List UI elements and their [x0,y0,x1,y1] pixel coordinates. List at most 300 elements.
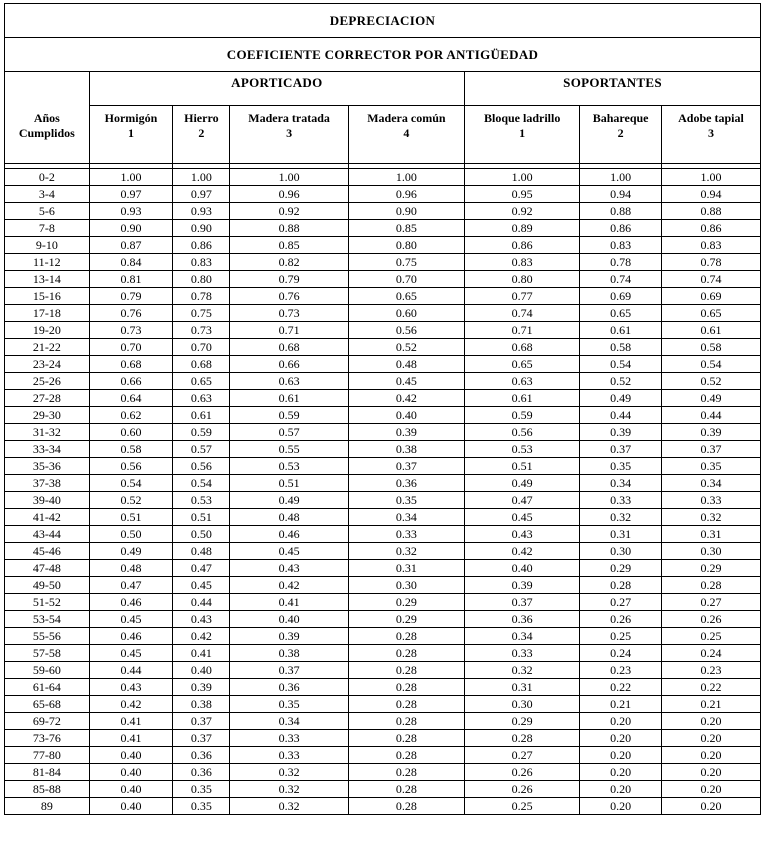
coefficient-cell: 0.78 [661,254,760,271]
table-row [5,441,761,458]
coefficient-cell: 0.54 [89,475,173,492]
coefficient-cell: 0.29 [465,713,580,730]
coefficient-cell: 0.76 [230,288,348,305]
coefficient-cell: 0.51 [89,509,173,526]
coefficient-cell: 0.38 [230,645,348,662]
coefficient-cell: 0.25 [465,798,580,815]
column-header-name: Bahareque [592,111,649,125]
column-header-name: Adobe tapial [678,111,744,125]
coefficient-cell: 0.20 [580,747,662,764]
column-header-sub: Cumplidos [18,125,75,140]
coefficient-cell: 0.20 [661,798,760,815]
table-row [5,492,761,509]
years-cell: 17-18 [5,305,90,322]
coefficient-cell: 0.86 [661,220,760,237]
coefficient-cell: 0.40 [89,781,173,798]
years-cell: 7-8 [5,220,90,237]
coefficient-cell: 0.40 [230,611,348,628]
coefficient-cell: 0.45 [173,577,230,594]
coefficient-cell: 0.90 [89,220,173,237]
coefficient-cell: 0.31 [661,526,760,543]
column-header-sub: 3 [286,126,293,140]
table-row [5,526,761,543]
coefficient-cell: 0.78 [173,288,230,305]
coefficient-cell: 0.52 [89,492,173,509]
coefficient-cell: 0.45 [230,543,348,560]
group-header-blank [5,72,90,106]
coefficient-cell: 0.28 [348,713,464,730]
coefficient-cell: 0.40 [348,407,464,424]
coefficient-cell: 0.81 [89,271,173,288]
coefficient-cell: 0.26 [465,764,580,781]
coefficient-cell: 0.43 [89,679,173,696]
coefficient-cell: 0.29 [348,594,464,611]
years-cell: 21-22 [5,339,90,356]
coefficient-cell: 0.51 [173,509,230,526]
coefficient-cell: 0.65 [173,373,230,390]
coefficient-cell: 1.00 [173,169,230,186]
coefficient-cell: 0.35 [348,492,464,509]
column-header-5 [465,106,580,164]
coefficient-cell: 0.20 [661,781,760,798]
table-row [5,747,761,764]
coefficient-cell: 0.44 [173,594,230,611]
years-cell: 29-30 [5,407,90,424]
table-row [5,254,761,271]
coefficient-cell: 0.20 [580,781,662,798]
coefficient-cell: 0.42 [230,577,348,594]
coefficient-cell: 0.39 [230,628,348,645]
coefficient-cell: 0.35 [661,458,760,475]
coefficient-cell: 0.28 [580,577,662,594]
table-row [5,237,761,254]
table-row [5,696,761,713]
coefficient-cell: 0.24 [661,645,760,662]
table-row [5,322,761,339]
coefficient-cell: 0.48 [89,560,173,577]
column-header-sub: 3 [707,126,714,140]
coefficient-cell: 0.28 [348,696,464,713]
years-cell: 85-88 [5,781,90,798]
years-cell: 51-52 [5,594,90,611]
column-header-sub: 2 [617,126,624,140]
coefficient-cell: 0.73 [173,322,230,339]
table-row [5,475,761,492]
coefficient-cell: 0.63 [173,390,230,407]
years-cell: 45-46 [5,543,90,560]
coefficient-cell: 0.90 [173,220,230,237]
coefficient-cell: 0.92 [465,203,580,220]
coefficient-cell: 1.00 [230,169,348,186]
coefficient-cell: 0.57 [173,441,230,458]
coefficient-cell: 0.71 [230,322,348,339]
column-header-sub: 4 [403,126,410,140]
years-cell: 15-16 [5,288,90,305]
coefficient-cell: 0.68 [230,339,348,356]
years-cell: 81-84 [5,764,90,781]
coefficient-cell: 0.22 [661,679,760,696]
coefficient-cell: 0.33 [230,730,348,747]
table-row [5,798,761,815]
coefficient-cell: 0.32 [465,662,580,679]
years-cell: 89 [5,798,90,815]
table-title: DEPRECIACION [5,4,761,38]
table-body [5,169,761,815]
coefficient-cell: 0.31 [580,526,662,543]
coefficient-cell: 0.33 [230,747,348,764]
coefficient-cell: 0.28 [348,679,464,696]
coefficient-cell: 0.60 [348,305,464,322]
table-row [5,560,761,577]
coefficient-cell: 0.45 [89,611,173,628]
table-row [5,764,761,781]
table-row [5,594,761,611]
coefficient-cell: 0.77 [465,288,580,305]
coefficient-cell: 1.00 [89,169,173,186]
coefficient-cell: 0.97 [173,186,230,203]
coefficient-cell: 0.78 [580,254,662,271]
coefficient-cell: 0.61 [661,322,760,339]
coefficient-cell: 0.27 [580,594,662,611]
column-header-name: Hormigón [104,111,158,125]
table-row [5,543,761,560]
coefficient-cell: 0.28 [348,798,464,815]
years-cell: 47-48 [5,560,90,577]
coefficient-cell: 0.20 [580,798,662,815]
table-row [5,645,761,662]
coefficient-cell: 0.66 [230,356,348,373]
coefficient-cell: 0.39 [580,424,662,441]
coefficient-cell: 0.83 [173,254,230,271]
coefficient-cell: 0.54 [580,356,662,373]
column-header-sub: 1 [127,126,134,140]
coefficient-cell: 0.92 [230,203,348,220]
coefficient-cell: 0.27 [661,594,760,611]
coefficient-cell: 0.41 [89,730,173,747]
coefficient-cell: 0.75 [348,254,464,271]
coefficient-cell: 0.38 [173,696,230,713]
table-row [5,169,761,186]
coefficient-cell: 0.40 [465,560,580,577]
coefficient-cell: 0.20 [661,764,760,781]
coefficient-cell: 0.60 [89,424,173,441]
coefficient-cell: 0.41 [230,594,348,611]
coefficient-cell: 0.56 [348,322,464,339]
coefficient-cell: 0.29 [348,611,464,628]
coefficient-cell: 0.73 [89,322,173,339]
coefficient-cell: 0.53 [465,441,580,458]
years-cell: 37-38 [5,475,90,492]
years-cell: 57-58 [5,645,90,662]
coefficient-cell: 0.61 [465,390,580,407]
years-cell: 9-10 [5,237,90,254]
coefficient-cell: 0.49 [661,390,760,407]
coefficient-cell: 0.37 [348,458,464,475]
coefficient-cell: 0.63 [465,373,580,390]
table-row [5,424,761,441]
coefficient-cell: 0.71 [465,322,580,339]
coefficient-cell: 0.28 [348,781,464,798]
coefficient-cell: 0.65 [348,288,464,305]
coefficient-cell: 0.52 [661,373,760,390]
coefficient-cell: 0.54 [173,475,230,492]
coefficient-cell: 0.41 [173,645,230,662]
coefficient-cell: 0.34 [348,509,464,526]
coefficient-cell: 0.27 [465,747,580,764]
coefficient-cell: 0.90 [348,203,464,220]
coefficient-cell: 0.88 [230,220,348,237]
coefficient-cell: 0.21 [661,696,760,713]
coefficient-cell: 0.97 [89,186,173,203]
coefficient-cell: 0.58 [89,441,173,458]
coefficient-cell: 0.26 [465,781,580,798]
coefficient-cell: 0.48 [173,543,230,560]
coefficient-cell: 0.59 [230,407,348,424]
coefficient-cell: 0.35 [173,781,230,798]
coefficient-cell: 0.28 [661,577,760,594]
column-header-name: Madera común [367,111,446,125]
coefficient-cell: 0.88 [580,203,662,220]
coefficient-cell: 0.80 [173,271,230,288]
years-cell: 5-6 [5,203,90,220]
table-row [5,730,761,747]
coefficient-cell: 1.00 [465,169,580,186]
coefficient-cell: 0.39 [465,577,580,594]
years-cell: 53-54 [5,611,90,628]
coefficient-cell: 0.74 [465,305,580,322]
coefficient-cell: 0.51 [465,458,580,475]
coefficient-cell: 0.85 [348,220,464,237]
coefficient-cell: 0.37 [173,730,230,747]
coefficient-cell: 0.49 [230,492,348,509]
coefficient-cell: 0.44 [580,407,662,424]
coefficient-cell: 0.33 [580,492,662,509]
coefficient-cell: 0.31 [348,560,464,577]
coefficient-cell: 0.83 [661,237,760,254]
coefficient-cell: 0.68 [89,356,173,373]
coefficient-cell: 0.23 [661,662,760,679]
coefficient-cell: 0.47 [89,577,173,594]
table-row [5,203,761,220]
coefficient-cell: 0.20 [580,730,662,747]
coefficient-cell: 0.33 [465,645,580,662]
coefficient-cell: 0.20 [661,730,760,747]
coefficient-cell: 0.26 [580,611,662,628]
coefficient-cell: 1.00 [661,169,760,186]
coefficient-cell: 0.37 [661,441,760,458]
coefficient-cell: 0.28 [348,645,464,662]
coefficient-cell: 0.37 [173,713,230,730]
coefficient-cell: 0.93 [173,203,230,220]
coefficient-cell: 0.75 [173,305,230,322]
coefficient-cell: 0.65 [661,305,760,322]
coefficient-cell: 0.46 [230,526,348,543]
coefficient-cell: 0.30 [348,577,464,594]
coefficient-cell: 0.56 [173,458,230,475]
years-cell: 41-42 [5,509,90,526]
years-cell: 77-80 [5,747,90,764]
table-row [5,390,761,407]
years-cell: 13-14 [5,271,90,288]
coefficient-cell: 0.38 [348,441,464,458]
coefficient-cell: 0.65 [580,305,662,322]
table-row [5,458,761,475]
coefficient-cell: 0.35 [173,798,230,815]
coefficient-cell: 0.53 [230,458,348,475]
coefficient-cell: 0.51 [230,475,348,492]
coefficient-cell: 0.40 [89,764,173,781]
years-cell: 33-34 [5,441,90,458]
coefficient-cell: 0.33 [348,526,464,543]
coefficient-cell: 0.43 [173,611,230,628]
table-row [5,611,761,628]
years-cell: 43-44 [5,526,90,543]
table-row [5,356,761,373]
coefficient-cell: 0.88 [661,203,760,220]
coefficient-cell: 0.32 [230,764,348,781]
coefficient-cell: 0.40 [173,662,230,679]
coefficient-cell: 0.48 [348,356,464,373]
table-row [5,679,761,696]
years-cell: 35-36 [5,458,90,475]
years-cell: 69-72 [5,713,90,730]
coefficient-cell: 0.45 [89,645,173,662]
coefficient-cell: 0.29 [580,560,662,577]
coefficient-cell: 0.34 [661,475,760,492]
coefficient-cell: 0.32 [230,781,348,798]
table-row [5,220,761,237]
years-cell: 61-64 [5,679,90,696]
coefficient-cell: 0.49 [465,475,580,492]
coefficient-cell: 0.94 [580,186,662,203]
coefficient-cell: 0.70 [348,271,464,288]
table-row [5,407,761,424]
coefficient-cell: 0.34 [230,713,348,730]
coefficient-cell: 0.35 [580,458,662,475]
coefficient-cell: 0.43 [465,526,580,543]
coefficient-cell: 0.34 [465,628,580,645]
column-header-name: Hierro [184,111,219,125]
coefficient-cell: 0.59 [465,407,580,424]
coefficient-cell: 0.42 [465,543,580,560]
coefficient-cell: 0.61 [173,407,230,424]
coefficient-cell: 0.89 [465,220,580,237]
coefficient-cell: 0.70 [89,339,173,356]
column-header-row [5,106,761,164]
coefficient-cell: 0.32 [230,798,348,815]
table-row [5,186,761,203]
coefficient-cell: 0.96 [230,186,348,203]
coefficient-cell: 0.61 [580,322,662,339]
coefficient-cell: 0.31 [465,679,580,696]
table-row [5,288,761,305]
coefficient-cell: 0.56 [465,424,580,441]
coefficient-cell: 0.37 [230,662,348,679]
coefficient-cell: 0.95 [465,186,580,203]
coefficient-cell: 1.00 [580,169,662,186]
coefficient-cell: 0.20 [580,764,662,781]
coefficient-cell: 0.28 [348,662,464,679]
coefficient-cell: 0.26 [661,611,760,628]
coefficient-cell: 0.56 [89,458,173,475]
coefficient-cell: 0.36 [230,679,348,696]
table-row [5,781,761,798]
coefficient-cell: 0.50 [173,526,230,543]
coefficient-cell: 0.68 [173,356,230,373]
coefficient-cell: 0.39 [173,679,230,696]
table-row [5,662,761,679]
coefficient-cell: 0.85 [230,237,348,254]
coefficient-cell: 0.46 [89,628,173,645]
coefficient-cell: 0.35 [230,696,348,713]
coefficient-cell: 0.21 [580,696,662,713]
column-header-6 [580,106,662,164]
coefficient-cell: 0.42 [173,628,230,645]
coefficient-cell: 0.59 [173,424,230,441]
column-header-1 [89,106,173,164]
coefficient-cell: 0.57 [230,424,348,441]
coefficient-cell: 0.93 [89,203,173,220]
coefficient-cell: 0.34 [580,475,662,492]
coefficient-cell: 0.23 [580,662,662,679]
coefficient-cell: 0.82 [230,254,348,271]
coefficient-cell: 0.39 [348,424,464,441]
coefficient-cell: 0.44 [661,407,760,424]
coefficient-cell: 0.36 [465,611,580,628]
coefficient-cell: 0.86 [580,220,662,237]
years-cell: 49-50 [5,577,90,594]
table-row [5,713,761,730]
coefficient-cell: 0.83 [465,254,580,271]
coefficient-cell: 0.32 [580,509,662,526]
coefficient-cell: 0.74 [661,271,760,288]
coefficient-cell: 0.70 [173,339,230,356]
coefficient-cell: 0.84 [89,254,173,271]
coefficient-cell: 0.40 [89,747,173,764]
years-cell: 0-2 [5,169,90,186]
coefficient-cell: 0.39 [661,424,760,441]
coefficient-cell: 0.41 [89,713,173,730]
coefficient-cell: 0.20 [580,713,662,730]
table-row [5,271,761,288]
coefficient-cell: 0.83 [580,237,662,254]
coefficient-cell: 0.53 [173,492,230,509]
column-header-name: Bloque ladrillo [483,111,561,125]
coefficient-cell: 0.28 [348,764,464,781]
column-header-0 [5,106,90,164]
coefficient-cell: 0.20 [661,747,760,764]
coefficient-cell: 0.46 [89,594,173,611]
coefficient-cell: 0.36 [173,764,230,781]
coefficient-cell: 0.29 [661,560,760,577]
coefficient-cell: 0.69 [580,288,662,305]
coefficient-cell: 0.48 [230,509,348,526]
group-header-soportantes: SOPORTANTES [465,72,761,106]
coefficient-cell: 0.45 [465,509,580,526]
coefficient-cell: 0.69 [661,288,760,305]
years-cell: 59-60 [5,662,90,679]
years-cell: 25-26 [5,373,90,390]
column-header-name: Años [33,110,60,125]
years-cell: 11-12 [5,254,90,271]
coefficient-cell: 0.86 [465,237,580,254]
coefficient-cell: 0.94 [661,186,760,203]
coefficient-cell: 0.42 [89,696,173,713]
coefficient-cell: 0.28 [348,628,464,645]
coefficient-cell: 0.47 [173,560,230,577]
coefficient-cell: 0.36 [348,475,464,492]
coefficient-cell: 0.44 [89,662,173,679]
